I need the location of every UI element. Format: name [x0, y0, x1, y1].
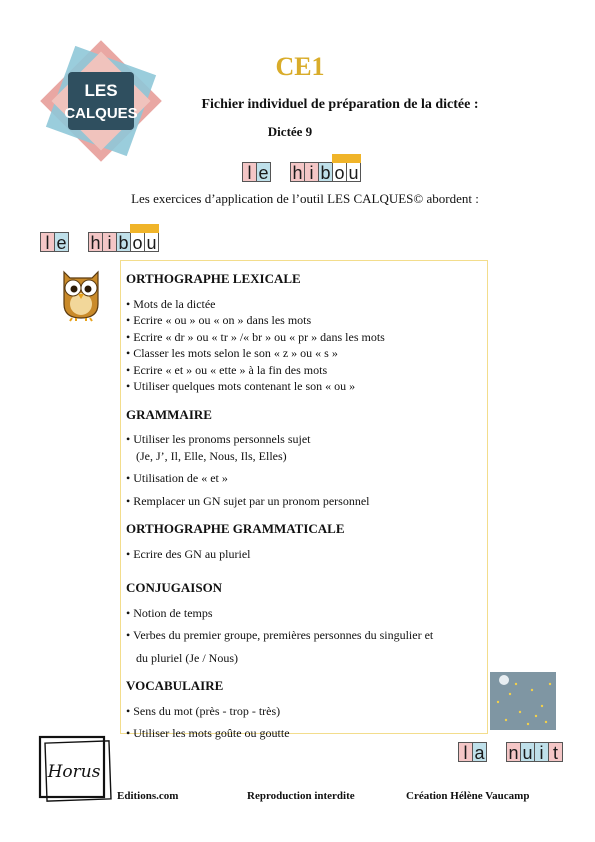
intro-text: Les exercices d’application de l’outil LES CALQUES© abordent : — [131, 191, 479, 206]
subtitle: Fichier individuel de préparation de la dictée : — [201, 97, 479, 112]
section-title: VOCABULAIRE — [126, 678, 224, 693]
logo-line-2: CALQUES — [64, 105, 138, 122]
letter: l — [242, 162, 257, 182]
list-item: • Ecrire « dr » ou « tr » /« br » ou « pr » dans les mots — [126, 329, 385, 344]
list-item: • Ecrire des GN au pluriel — [126, 546, 251, 561]
list-item: • Utiliser les pronoms personnels sujet — [126, 432, 311, 446]
letter: b — [116, 232, 131, 252]
list-item: • Sens du mot (près - trop - très) — [126, 703, 281, 718]
letter: l — [458, 742, 473, 762]
list-item: • Notion de temps — [126, 605, 213, 620]
section-conjugaison — [126, 580, 481, 666]
letter: u — [520, 742, 535, 762]
letter: i — [534, 742, 549, 762]
section-vocabulaire — [126, 678, 481, 742]
dictee-number: Dictée 9 — [267, 124, 313, 139]
letter: n — [506, 742, 521, 762]
list-item: • Utiliser les mots goûte ou goutte — [126, 726, 290, 740]
list-item: • Ecrire « et » ou « ette » à la fin des mots — [126, 362, 328, 377]
letter: u — [346, 162, 361, 182]
word-le-hibou-top — [242, 162, 360, 182]
section-title: ORTHOGRAPHE GRAMMATICALE — [126, 521, 345, 536]
letter: o — [130, 232, 145, 252]
content-box — [120, 260, 488, 740]
letter: b — [318, 162, 333, 182]
footer-publisher: Editions.com — [117, 790, 179, 802]
letter: i — [304, 162, 319, 182]
owl-illustration — [56, 264, 106, 322]
word-le-hibou-left — [40, 232, 158, 252]
letter: o — [332, 162, 347, 182]
section-orthographe-grammaticale — [126, 521, 481, 562]
horus-label: Horus — [47, 762, 101, 782]
level-title: CE1 — [275, 52, 325, 81]
section-title: CONJUGAISON — [126, 580, 223, 595]
letter: e — [256, 162, 271, 182]
word-la-nuit — [458, 742, 562, 762]
list-item: • Verbes du premier groupe, premières personnes du singulier et — [126, 628, 434, 642]
letter: u — [144, 232, 159, 252]
list-item: • Utilisation de « et » — [126, 471, 228, 485]
section-title: ORTHOGRAPHE LEXICALE — [126, 271, 301, 286]
letter: i — [102, 232, 117, 252]
les-calques-logo — [36, 36, 166, 166]
letter: a — [472, 742, 487, 762]
list-item: • Remplacer un GN sujet par un pronom personnel — [126, 493, 370, 508]
section-grammaire — [126, 407, 481, 510]
list-item: • Classer les mots selon le son « z » ou « s » — [126, 346, 338, 360]
list-item: • Ecrire « ou » ou « on » dans les mots — [126, 313, 312, 327]
letter: t — [548, 742, 563, 762]
letter: e — [54, 232, 69, 252]
footer-rights: Reproduction interdite — [247, 790, 355, 802]
section-orthographe-lexicale — [126, 271, 481, 395]
section-title: GRAMMAIRE — [126, 406, 212, 422]
list-item: • Mots de la dictée — [126, 296, 216, 311]
letter: l — [40, 232, 55, 252]
letter: h — [88, 232, 103, 252]
night-sky-image — [490, 672, 556, 730]
letter: h — [290, 162, 305, 182]
list-item: • Utiliser quelques mots contenant le son « ou » — [126, 379, 356, 393]
list-item: (Je, J’, Il, Elle, Nous, Ils, Elles) — [136, 448, 287, 463]
horus-logo — [36, 735, 114, 803]
logo-line-1: LES — [84, 81, 118, 100]
list-item: du pluriel (Je / Nous) — [136, 650, 238, 665]
footer-creator: Création Hélène Vaucamp — [406, 790, 530, 802]
